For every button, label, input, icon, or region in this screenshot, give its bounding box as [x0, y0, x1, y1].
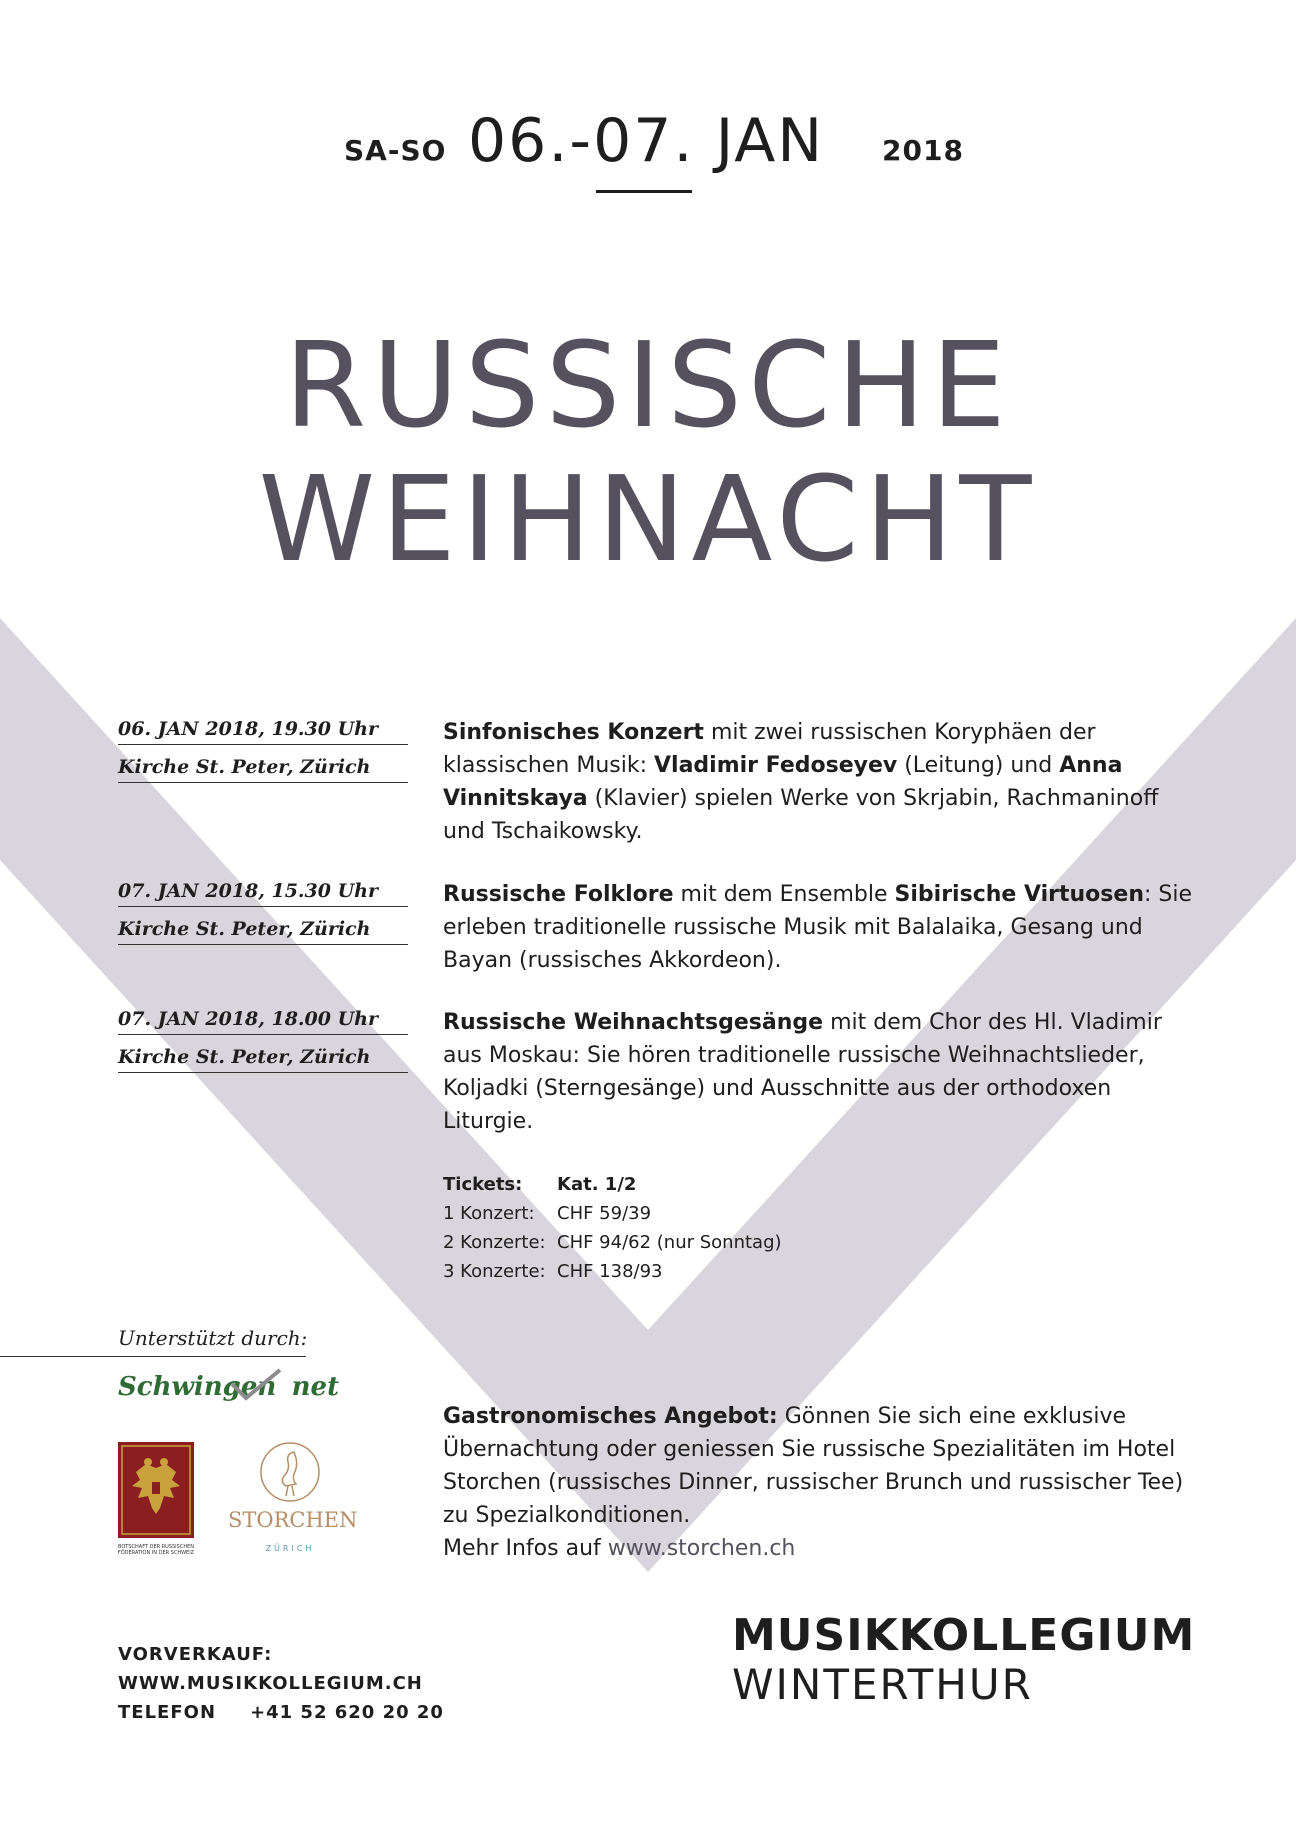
more-info-label: Mehr Infos auf	[443, 1536, 608, 1561]
ticket-row	[443, 1257, 782, 1286]
event-1-text-3: (Klavier) spielen Werke von Skrjabin, Rachmaninoff und Tschaikowsky.	[443, 786, 1159, 844]
ticket-row-price: CHF 138/93	[557, 1261, 663, 1282]
gastronomy-label: Gastronomisches Angebot:	[443, 1404, 778, 1429]
event-1-description	[443, 716, 1203, 848]
event-3-title: Russische Weihnachtsgesänge	[443, 1010, 824, 1035]
date-underline	[596, 190, 692, 193]
storchen-city: ZÜRICH	[265, 1544, 315, 1553]
gastronomy-text: Gönnen Sie sich eine exklusive Übernachtung oder geniessen Sie russische Spezialitäten im Hotel Storchen (russisches Dinner, russischer Brunch und russischer Tee) zu Spezialkonditionen.	[443, 1404, 1184, 1528]
tickets-label: Tickets:	[443, 1174, 523, 1195]
title-line-1: RUSSISCHE	[284, 316, 1012, 454]
support-rule	[0, 1356, 306, 1357]
event-1-text-2: (Leitung) und	[897, 753, 1060, 778]
storchen-logo: STORCHEN	[228, 1508, 358, 1532]
presale-info	[118, 1640, 444, 1727]
pianist-name: Anna Vinnitskaya	[443, 753, 1123, 811]
organizer-name: MUSIKKOLLEGIUM	[732, 1610, 1196, 1661]
event-1-text-1: mit zwei russischen Koryphäen der klassischen Musik:	[443, 720, 1096, 778]
date-year: 2018	[882, 134, 964, 167]
russian-coat-of-arms-icon	[118, 1442, 194, 1538]
embassy-text: BOTSCHAFT DER RUSSISCHEN FÖDERATION IN DER SCHWEIZ	[117, 1544, 195, 1556]
event-2-text-2: : Sie erleben traditionelle russische Musik mit Balalaika, Gesang und Bayan (russisches Akkordeon).	[443, 882, 1193, 973]
event-3-description	[443, 1006, 1203, 1138]
ticket-row-price: CHF 94/62 (nur Sonntag)	[557, 1232, 782, 1253]
event-2-text-1: mit dem Ensemble	[673, 882, 895, 907]
event-2-description	[443, 878, 1203, 977]
schwingen-name: Schwingen	[118, 1372, 277, 1402]
support-label: Unterstützt durch:	[118, 1326, 308, 1350]
ensemble-name: Sibirische Virtuosen	[894, 882, 1144, 907]
event-2-title: Russische Folklore	[443, 882, 674, 907]
date-days: SA-SO	[344, 134, 447, 167]
ticket-row-label: 1 Konzert:	[443, 1203, 535, 1224]
organizer-city: WINTERTHUR	[732, 1660, 1033, 1709]
presale-phone-row	[118, 1698, 444, 1727]
phone-label: TELEFON	[118, 1702, 217, 1723]
ticket-category: Kat. 1/2	[557, 1174, 637, 1195]
event-2-venue: Kirche St. Peter, Zürich	[118, 918, 408, 945]
checkmark-icon	[228, 1366, 284, 1402]
ticket-row-label: 3 Konzerte:	[443, 1261, 546, 1282]
event-1-venue: Kirche St. Peter, Zürich	[118, 756, 408, 783]
event-3-text-1: mit dem Chor des Hl. Vladimir aus Moskau: Sie hören traditionelle russische Weihnachtslieder, Koljadki (Sterngesänge) und Ausschnitte aus der orthodoxen Liturgie.	[443, 1010, 1162, 1134]
phone-number: +41 52 620 20 20	[250, 1702, 444, 1723]
ticket-row	[443, 1228, 782, 1257]
ticket-row	[443, 1199, 782, 1228]
storchen-link[interactable]: www.storchen.ch	[607, 1536, 796, 1561]
ticket-row-price: CHF 59/39	[557, 1203, 652, 1224]
event-1-title: Sinfonisches Konzert	[443, 720, 704, 745]
stork-emblem-icon	[256, 1440, 324, 1504]
gastronomy-offer	[443, 1400, 1203, 1565]
ticket-row-label: 2 Konzerte:	[443, 1232, 546, 1253]
title-line-2: WEIHNACHT	[258, 450, 1038, 588]
event-2-datetime: 07. JAN 2018, 15.30 Uhr	[118, 880, 408, 907]
schwingen-suffix: net	[291, 1372, 340, 1402]
event-3-datetime: 07. JAN 2018, 18.00 Uhr	[118, 1008, 408, 1035]
presale-label: VORVERKAUF:	[118, 1644, 273, 1665]
event-1-datetime: 06. JAN 2018, 19.30 Uhr	[118, 718, 408, 745]
presale-website[interactable]: WWW.MUSIKKOLLEGIUM.CH	[118, 1673, 423, 1694]
ticket-prices	[443, 1170, 782, 1286]
date-range: 06.-07. JAN	[468, 106, 825, 176]
conductor-name: Vladimir Fedoseyev	[654, 753, 898, 778]
event-3-venue: Kirche St. Peter, Zürich	[118, 1046, 408, 1073]
ticket-header	[443, 1170, 782, 1199]
